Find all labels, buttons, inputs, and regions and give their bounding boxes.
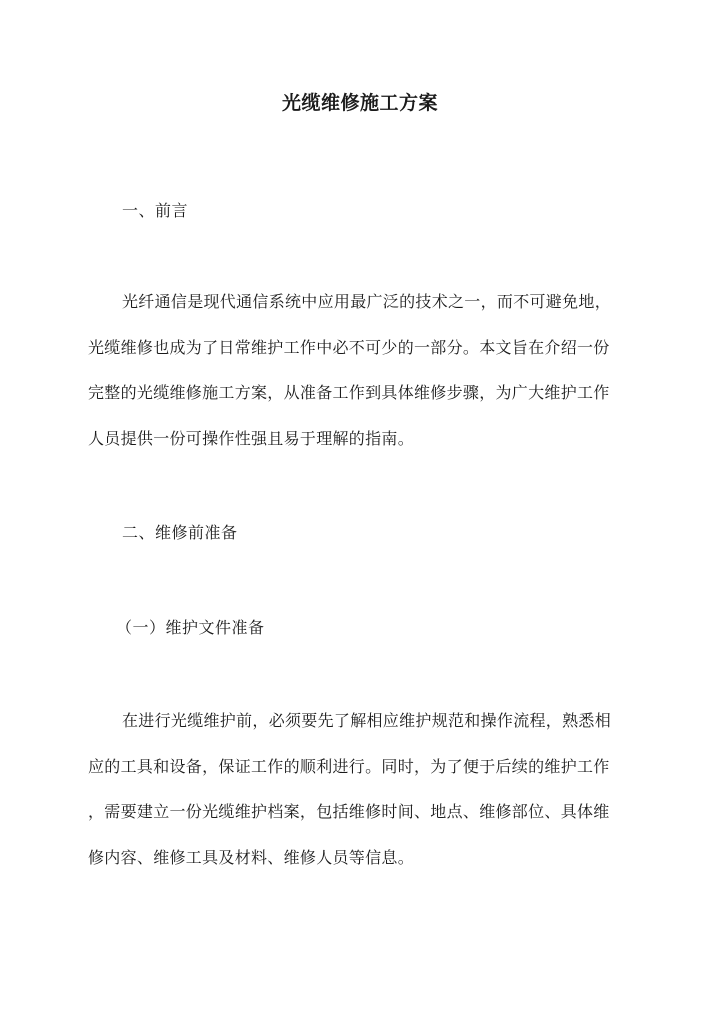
- paragraph-line: 应的工具和设备，保证工作的顺利进行。同时，为了便于后续的维护工作: [88, 756, 610, 776]
- document-title: 光缆维修施工方案: [281, 92, 438, 114]
- paragraph-line: 在进行光缆维护前，必须要先了解相应维护规范和操作流程，熟悉相: [122, 711, 612, 730]
- paragraph-documents: [88, 698, 633, 880]
- paragraph-line: 人员提供一份可操作性强且易于理解的指南。: [88, 428, 415, 448]
- section-heading-preface: 一、前言: [122, 201, 189, 220]
- paragraph-line: 修内容、维修工具及材料、维修人员等信息。: [88, 847, 415, 867]
- paragraph-line: 光缆维修也成为了日常维护工作中必不可少的一部分。本文旨在介绍一份: [88, 337, 610, 357]
- section-heading-preparation: 二、维修前准备: [122, 523, 238, 542]
- paragraph-line: ，需要建立一份光缆维护档案，包括维修时间、地点、维修部位、具体维: [88, 802, 610, 821]
- paragraph-line: 光纤通信是现代通信系统中应用最广泛的技术之一，而不可避免地，: [122, 292, 612, 311]
- paragraph-line: 完整的光缆维修施工方案，从准备工作到具体维修步骤，为广大维护工作: [88, 383, 610, 402]
- paragraph-preface: [88, 279, 633, 461]
- subsection-heading-documents: （一）维护文件准备: [116, 618, 265, 637]
